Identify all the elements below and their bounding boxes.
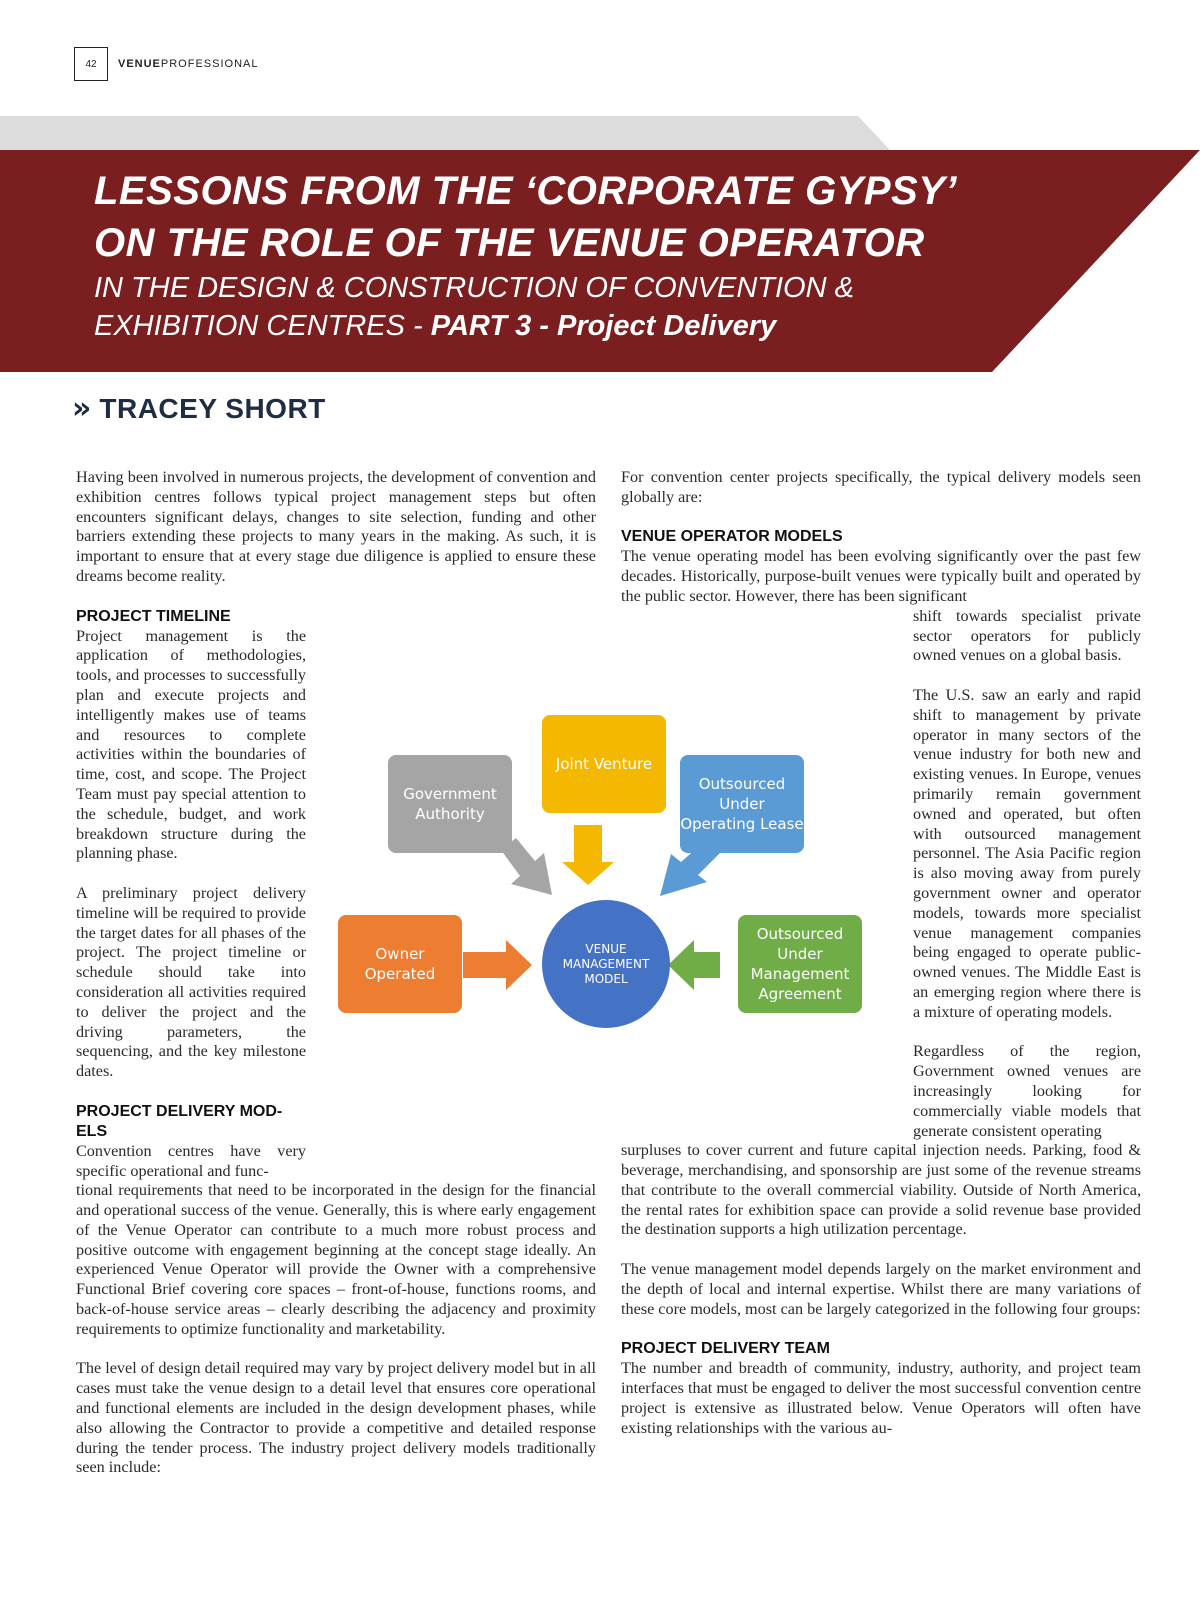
subtitle-part: PART 3 - Project Delivery (430, 310, 777, 342)
subtitle-line-1: IN THE DESIGN & CONSTRUCTION OF CONVENTION & (94, 272, 854, 304)
models-paragraph-wide: tional requirements that need to be incorporated in the design for the financial and operational success of the venue. Generally, this is where early engagement of the Venue Operator can contribute to a much more robust process and positive outcome with engagement beginning at the concept stage ideally. An experienced Venue Operator will provide the Owner with a comprehensive Functional Brief covering core spaces – front-of-house, functions rooms, and back-of-house service areas – clearly describing the adjacency and proximity requirements to optimize functionality and marketability. (76, 1181, 596, 1338)
arrow-joint-venture (562, 825, 614, 885)
heading-venue-operator-models: VENUE OPERATOR MODELS (621, 528, 843, 546)
team-paragraph: The number and breadth of community, industry, authority, and project team interfaces that must be engaged to deliver the most successful convention centre project is extensive as illustrated below. Venue Operators will often have existing relationships with the various au- (621, 1359, 1141, 1437)
page-number: 42 (74, 47, 108, 81)
article-title (94, 165, 957, 345)
hub-venue-management-model (542, 900, 670, 1028)
author-byline (72, 393, 326, 425)
right-intro-paragraph: For convention center projects specifically, the typical delivery models seen globally are: (621, 468, 1141, 506)
subtitle-plain: EXHIBITION CENTRES - (94, 310, 431, 342)
management-model-paragraph: The venue management model depends largely on the market environment and the depth of local and internal expertise. Whilst there are many variations of these core models, most can be largely categorized in the following four groups: (621, 1260, 1141, 1318)
regardless-paragraph-narrow: Regardless of the region, Government owned venues are increasingly looking for commercially viable models that generate consistent operating (913, 1042, 1141, 1140)
magazine-name-light: PROFESSIONAL (160, 58, 259, 70)
models-paragraph-narrow: Convention centres have very specific operational and func- (76, 1141, 306, 1180)
arrow-owner (463, 940, 532, 990)
node-owner-operated: Owner Operated (338, 915, 462, 1013)
venue-management-diagram (338, 715, 878, 1045)
operator-paragraph-narrow: shift towards specialist private sector operators for publicly owned venues on a global basis. (913, 606, 1141, 665)
title-line-2: ON THE ROLE OF THE VENUE OPERATOR (94, 221, 925, 265)
arrow-agreement (668, 940, 720, 990)
magazine-name-bold: VENUE (118, 58, 161, 70)
heading-project-timeline: PROJECT TIMELINE (76, 607, 231, 625)
heading-project-delivery-models-2: ELS (76, 1122, 108, 1140)
magazine-name (118, 58, 258, 70)
timeline-paragraph-1: Project management is the application of methodologies, tools, and processes to successfully plan and execute projects and intelligently makes use of teams and resources to complete activities within the boundaries of time, cost, and scope. The Project Team must pay special attention to the schedule, budget, and work breakdown structure during the planning phase. (76, 626, 306, 863)
double-chevron-right-icon: » (72, 391, 92, 426)
regardless-paragraph-wide: surpluses to cover current and future capital injection needs. Parking, food & beverage, merchandising, and sponsorship are just some of the revenue streams that contribute to the overall commercial viability. Outside of North America, the rental rates for exhibition space can provide a solid revenue base provided the destination supports a high utilization percentage. (621, 1141, 1141, 1239)
node-outsourced-management-agreement: Outsourced Under Management Agreement (738, 915, 862, 1013)
banner-grey-stripe (0, 116, 1200, 150)
intro-paragraph: Having been involved in numerous projects, the development of convention and exhibition centres follows typical project management steps but often encounters significant delays, changes to site selection, funding and other barriers extending these projects to many years in the making. As such, it is important to ensure that at every stage due diligence is applied to ensure these dreams become reality. (76, 468, 596, 585)
timeline-paragraph-2: A preliminary project delivery timeline will be required to provide the target dates for all phases of the project. The project timeline or schedule should take into consideration all activities required to deliver the project and the driving parameters, the sequencing, and the key milestone dates. (76, 883, 306, 1081)
node-outsourced-operating-lease: Outsourced Under Operating Lease (680, 755, 804, 853)
subtitle-line-2 (94, 307, 957, 345)
heading-project-delivery-team: PROJECT DELIVERY TEAM (621, 1340, 830, 1358)
node-government-authority: Government Authority (388, 755, 512, 853)
node-joint-venture: Joint Venture (542, 715, 666, 813)
author-name: TRACEY SHORT (99, 393, 326, 424)
hub-label: VENUE MANAGEMENT MODEL (562, 941, 650, 986)
title-line-1: LESSONS FROM THE ‘CORPORATE GYPSY’ (94, 169, 958, 213)
heading-project-delivery-models-1: PROJECT DELIVERY MOD- (76, 1102, 283, 1120)
masthead (74, 46, 258, 82)
regions-paragraph: The U.S. saw an early and rapid shift to management by private operator in many sectors of the venue industry for both new and existing venues. In Europe, venues primarily remain government owned and operated, but often with outsourced management personnel. The Asia Pacific region is also moving away from purely government owner and operator models, towards more specialist venue management companies being engaged to operate public-owned venues. The Middle East is an emerging region where there is a mixture of operating models. (913, 685, 1141, 1021)
models-paragraph-2: The level of design detail required may vary by project delivery model but in all cases must take the venue design to a detail level that ensures core operational and functional elements are included in the design development phases, while also allowing the Contractor to provide a competitive and detailed response during the tender process. The industry project delivery models traditionally seen include: (76, 1359, 596, 1477)
operator-paragraph-wide: The venue operating model has been evolving significantly over the past few decades. Historically, purpose-built venues were typically built and operated by the public sector. However, there has been significant (621, 547, 1141, 605)
